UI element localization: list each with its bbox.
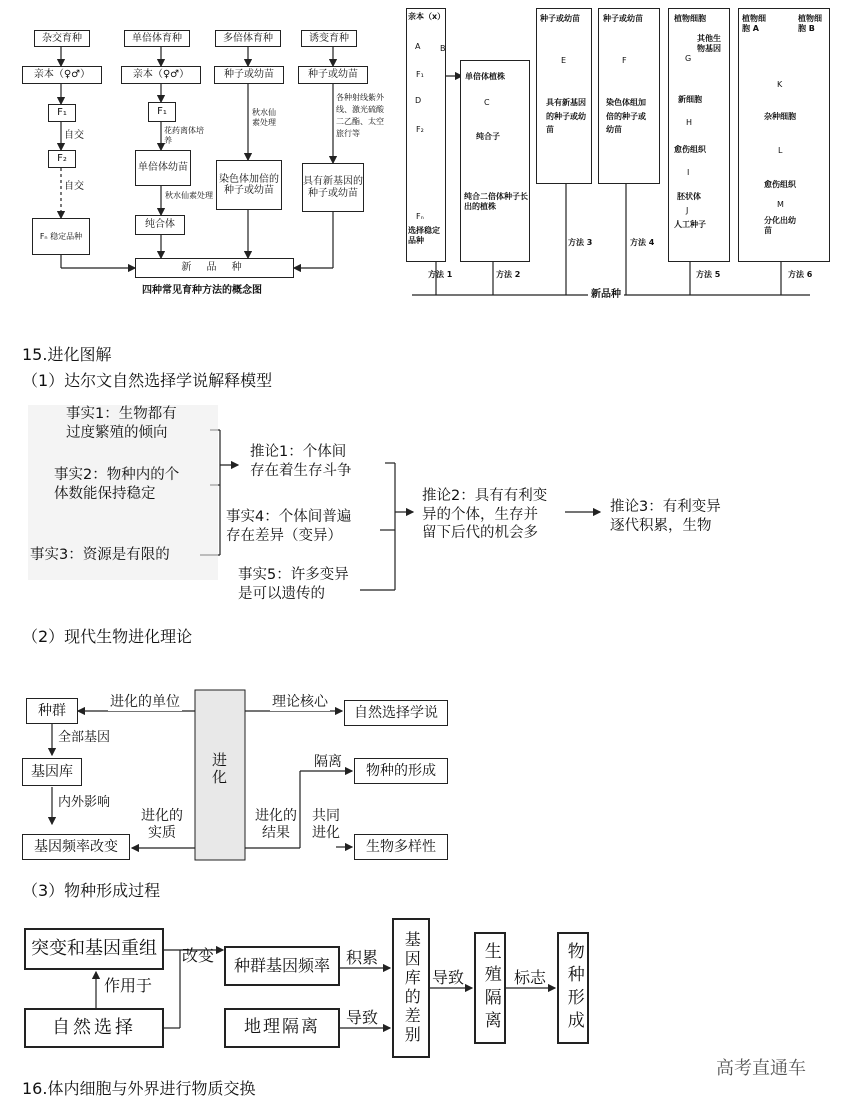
fn-label: Fₙ — [416, 212, 424, 221]
homozygote-label: 纯合子 — [476, 132, 500, 141]
evolution-label: 进化 — [210, 752, 228, 786]
f1-label: F₁ — [416, 70, 424, 79]
doubled-seed-label: 染色体组加倍的种子或幼苗 — [606, 98, 646, 135]
step-l-label: L — [778, 146, 783, 155]
f2-label: F₂ — [416, 125, 424, 134]
inference-2: 推论2：具有有利变 异的个体，生存并 留下后代的机会多 — [422, 488, 548, 542]
method-3-label: 方法 3 — [568, 238, 593, 247]
new-variety-box: 新 品 种 — [135, 258, 294, 278]
method-4-label: 方法 4 — [630, 238, 655, 247]
new-cell-label: 新细胞 — [678, 95, 702, 104]
plant-cell-label: 植物细胞 — [674, 14, 706, 23]
biodiversity-box: 生物多样性 — [354, 834, 448, 860]
stable-variety-box: Fₙ 稳定品种 — [32, 218, 90, 255]
marker-label: 标志 — [514, 968, 547, 987]
method2-panel — [460, 60, 530, 262]
inference-1: 推论1：个体间 存在着生存斗争 — [250, 444, 352, 479]
unit-label: 进化的单位 — [110, 694, 180, 710]
influence-label: 内外影响 — [58, 795, 111, 810]
homozygote-box: 纯合体 — [135, 215, 185, 235]
new-variety-label: 新品种 — [588, 289, 624, 301]
step-i-label: I — [687, 168, 690, 177]
callus-label: 愈伤组织 — [674, 145, 706, 154]
new-gene-seed-label: 具有新基因的种子或幼苗 — [546, 98, 586, 135]
seedling-label: 分化出幼苗 — [764, 216, 796, 235]
plant-cell-b-label: 植物细胞 B — [798, 14, 822, 33]
section-16-title: 16.体内细胞与外界进行物质交换 — [22, 1079, 256, 1098]
radiation-label: 各种射线紫外线、激光硫酸二乙酯、太空旅行等 — [336, 93, 384, 138]
seed-label-4: 种子或幼苗 — [603, 14, 643, 23]
coevolution-label: 共同进化 — [312, 808, 340, 841]
seed-seedling-box-2: 种子或幼苗 — [298, 66, 368, 84]
method-header-haploid: 单倍体育种 — [124, 30, 190, 47]
watermark: 高考直通车 — [716, 1058, 806, 1079]
step-e-label: E — [561, 56, 567, 65]
acts-on-label: 作用于 — [104, 976, 153, 995]
method-header-polyploid: 多倍体育种 — [215, 30, 281, 47]
anther-culture-label: 花药离体培养 — [164, 126, 204, 145]
fact-4: 事实4：个体间普遍 存在差异（变异） — [226, 509, 352, 544]
seed-label-3: 种子或幼苗 — [540, 14, 580, 23]
inference-3: 推论3：有利变异 逐代积累，生物 — [610, 499, 721, 534]
core-label: 理论核心 — [272, 694, 328, 710]
colchicine-label: 秋水仙素处理 — [165, 191, 213, 200]
method-header-hybrid: 杂交育种 — [34, 30, 90, 47]
geographic-isolation-box: 地理隔离 — [224, 1008, 340, 1048]
step-j-label: J — [686, 206, 689, 215]
diploid-plant-label: 纯合二倍体种子长出的植株 — [464, 192, 528, 211]
haploid-seedling-box: 单倍体幼苗 — [135, 150, 191, 186]
callus-label-2: 愈伤组织 — [764, 180, 796, 189]
accumulate-label: 积累 — [346, 948, 379, 967]
method-1-label: 方法 1 — [428, 270, 453, 279]
fact-5: 事实5：许多变异 是可以遗传的 — [238, 567, 349, 602]
haploid-plant-label: 单倍体植株 — [465, 72, 505, 81]
other-gene-label: 其他生物基因 — [697, 34, 721, 53]
step-k-label: K — [777, 80, 783, 89]
natural-selection-box: 自然选择学说 — [344, 700, 448, 726]
doubled-chromosome-box: 染色体加倍的种子或幼苗 — [216, 160, 282, 210]
fact-2: 事实2：物种内的个 体数能保持稳定 — [54, 467, 180, 502]
speciation-subtitle: （3）物种形成过程 — [22, 881, 161, 900]
fact-3: 事实3：资源是有限的 — [30, 547, 170, 563]
darwin-model-subtitle: （1）达尔文自然选择学说解释模型 — [22, 371, 273, 390]
new-gene-box: 具有新基因的种子或幼苗 — [302, 163, 364, 212]
f1-box: F₁ — [48, 104, 76, 122]
essence-label: 进化的实质 — [141, 808, 183, 841]
parent-x-label: 亲本（x） — [408, 12, 446, 21]
section-15-title: 15.进化图解 — [22, 345, 112, 364]
step-g-label: G — [685, 54, 692, 63]
step-h-label: H — [686, 118, 693, 127]
hybrid-cell-label: 杂种细胞 — [764, 112, 796, 121]
modern-theory-subtitle: （2）现代生物进化理论 — [22, 627, 193, 646]
isolation-label: 隔离 — [314, 754, 342, 770]
speciation-box: 物种的形成 — [354, 758, 448, 784]
select-stable-label: 选择稳定品种 — [408, 226, 440, 245]
all-genes-label: 全部基因 — [58, 730, 111, 745]
step-m-label: M — [777, 200, 784, 209]
fact-1: 事实1：生物都有 过度繁殖的倾向 — [66, 406, 177, 441]
result-label: 进化的结果 — [255, 808, 297, 841]
self-cross-label-2: 自交 — [64, 181, 84, 192]
f2-box: F₂ — [48, 150, 76, 168]
species-formed-box: 物种形成 — [557, 932, 589, 1044]
concept-map-caption: 四种常见育种方法的概念图 — [142, 285, 262, 296]
method-5-label: 方法 5 — [696, 270, 721, 279]
parent-box: 亲本（♀♂） — [22, 66, 102, 84]
embryoid-label: 胚状体 — [677, 192, 701, 201]
step-b-label: B — [440, 44, 446, 53]
artificial-seed-label: 人工种子 — [674, 220, 706, 229]
step-c-label: C — [484, 98, 490, 107]
method-2-label: 方法 2 — [496, 270, 521, 279]
gene-pool-box: 基因库 — [22, 758, 82, 786]
cause-label-2: 导致 — [432, 968, 465, 987]
parent-box-2: 亲本（♀♂） — [121, 66, 201, 84]
reproductive-isolation-box: 生殖隔离 — [474, 932, 506, 1044]
step-f-label: F — [622, 56, 627, 65]
step-a-label: A — [415, 42, 421, 51]
self-cross-label: 自交 — [64, 130, 84, 141]
method-header-mutation: 诱变育种 — [301, 30, 357, 47]
method-6-label: 方法 6 — [788, 270, 813, 279]
cause-label-1: 导致 — [346, 1008, 379, 1027]
colchicine-label-2: 秋水仙素处理 — [252, 108, 276, 127]
f1-box-2: F₁ — [148, 102, 176, 122]
natural-selection-box-2: 自然选择 — [24, 1008, 164, 1048]
plant-cell-a-label: 植物细胞 A — [742, 14, 766, 33]
gene-pool-difference-box: 基因库的差别 — [392, 918, 430, 1058]
seed-seedling-box: 种子或幼苗 — [214, 66, 284, 84]
change-label: 改变 — [182, 946, 215, 965]
gene-frequency-box: 基因频率改变 — [22, 834, 130, 860]
population-box: 种群 — [26, 698, 78, 724]
step-d-label: D — [415, 96, 422, 105]
mutation-recombination-box: 突变和基因重组 — [24, 928, 164, 970]
gene-frequency-box-2: 种群基因频率 — [224, 946, 340, 986]
